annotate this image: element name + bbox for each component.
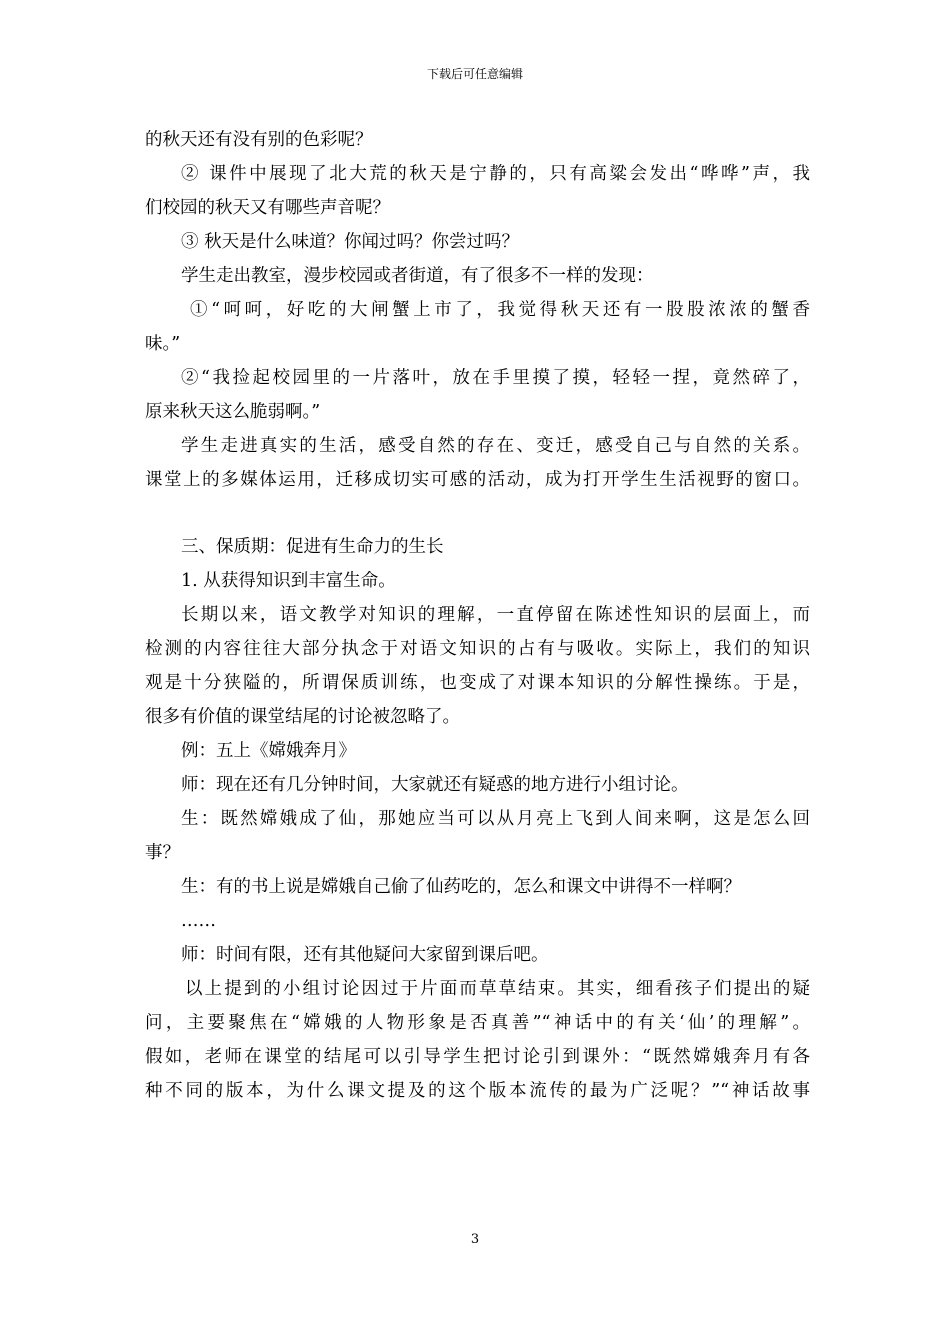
body-line: 例：五上《嫦娥奔月》 bbox=[181, 741, 356, 761]
page-header: 下载后可任意编辑 bbox=[426, 67, 523, 81]
body-line: 师：现在还有几分钟时间，大家就还有疑惑的地方进行小组讨论。 bbox=[181, 775, 689, 795]
body-line: ②“我捡起校园里的一片落叶，放在手里摸了摸，轻轻一捏，竟然碎了， bbox=[181, 368, 810, 388]
body-line: 事？ bbox=[145, 843, 180, 863]
body-line: 很多有价值的课堂结尾的讨论被忽略了。 bbox=[145, 707, 460, 727]
body-line: 师：时间有限，还有其他疑问大家留到课后吧。 bbox=[181, 945, 549, 965]
ellipsis-line: …… bbox=[181, 911, 216, 931]
body-line: ② 课件中展现了北大荒的秋天是宁静的，只有高粱会发出“哗哗”声，我 bbox=[181, 164, 810, 184]
body-line: 学生走出教室，漫步校园或者街道，有了很多不一样的发现： bbox=[181, 266, 654, 286]
body-line: 学生走进真实的生活，感受自然的存在、变迁，感受自己与自然的关系。 bbox=[181, 436, 810, 456]
body-line: 原来秋天这么脆弱啊。” bbox=[145, 402, 321, 422]
body-line: 们校园的秋天又有哪些声音呢？ bbox=[145, 198, 390, 218]
paragraph-gap bbox=[145, 497, 810, 530]
document-body bbox=[145, 123, 810, 1108]
body-line: 生：既然嫦娥成了仙，那她应当可以从月亮上飞到人间来啊，这是怎么回 bbox=[181, 809, 810, 829]
body-line: 观是十分狭隘的，所谓保质训练，也变成了对课本知识的分解性操练。于是， bbox=[145, 673, 810, 693]
body-line: ③ 秋天是什么味道？你闻过吗？你尝过吗？ bbox=[181, 232, 520, 252]
subsection-heading: 1. 从获得知识到丰富生命。 bbox=[181, 571, 396, 591]
body-line: 种不同的版本，为什么课文提及的这个版本流传的最为广泛呢？”“神话故事 bbox=[145, 1081, 810, 1101]
body-line: 的秋天还有没有别的色彩呢？ bbox=[145, 130, 373, 150]
section-heading: 三、保质期：促进有生命力的生长 bbox=[181, 537, 444, 557]
page-number: 3 bbox=[470, 1232, 480, 1247]
body-line: 以上提到的小组讨论因过于片面而草草结束。其实，细看孩子们提出的疑 bbox=[185, 979, 810, 999]
body-line: 问，主要聚焦在“嫦娥的人物形象是否真善”“神话中的有关‘仙’的理解”。 bbox=[145, 1013, 810, 1033]
body-line: 味。” bbox=[145, 334, 181, 354]
body-line: ①“呵呵，好吃的大闸蟹上市了，我觉得秋天还有一股股浓浓的蟹香 bbox=[190, 300, 810, 320]
body-line: 课堂上的多媒体运用，迁移成切实可感的活动，成为打开学生生活视野的窗口。 bbox=[145, 470, 810, 490]
body-line: 检测的内容往往大部分执念于对语文知识的占有与吸收。实际上，我们的知识 bbox=[145, 639, 810, 659]
body-line: 长期以来，语文教学对知识的理解，一直停留在陈述性知识的层面上，而 bbox=[181, 605, 810, 625]
body-line: 生：有的书上说是嫦娥自己偷了仙药吃的，怎么和课文中讲得不一样啊？ bbox=[181, 877, 741, 897]
body-line: 假如，老师在课堂的结尾可以引导学生把讨论引到课外：“既然嫦娥奔月有各 bbox=[145, 1047, 810, 1067]
